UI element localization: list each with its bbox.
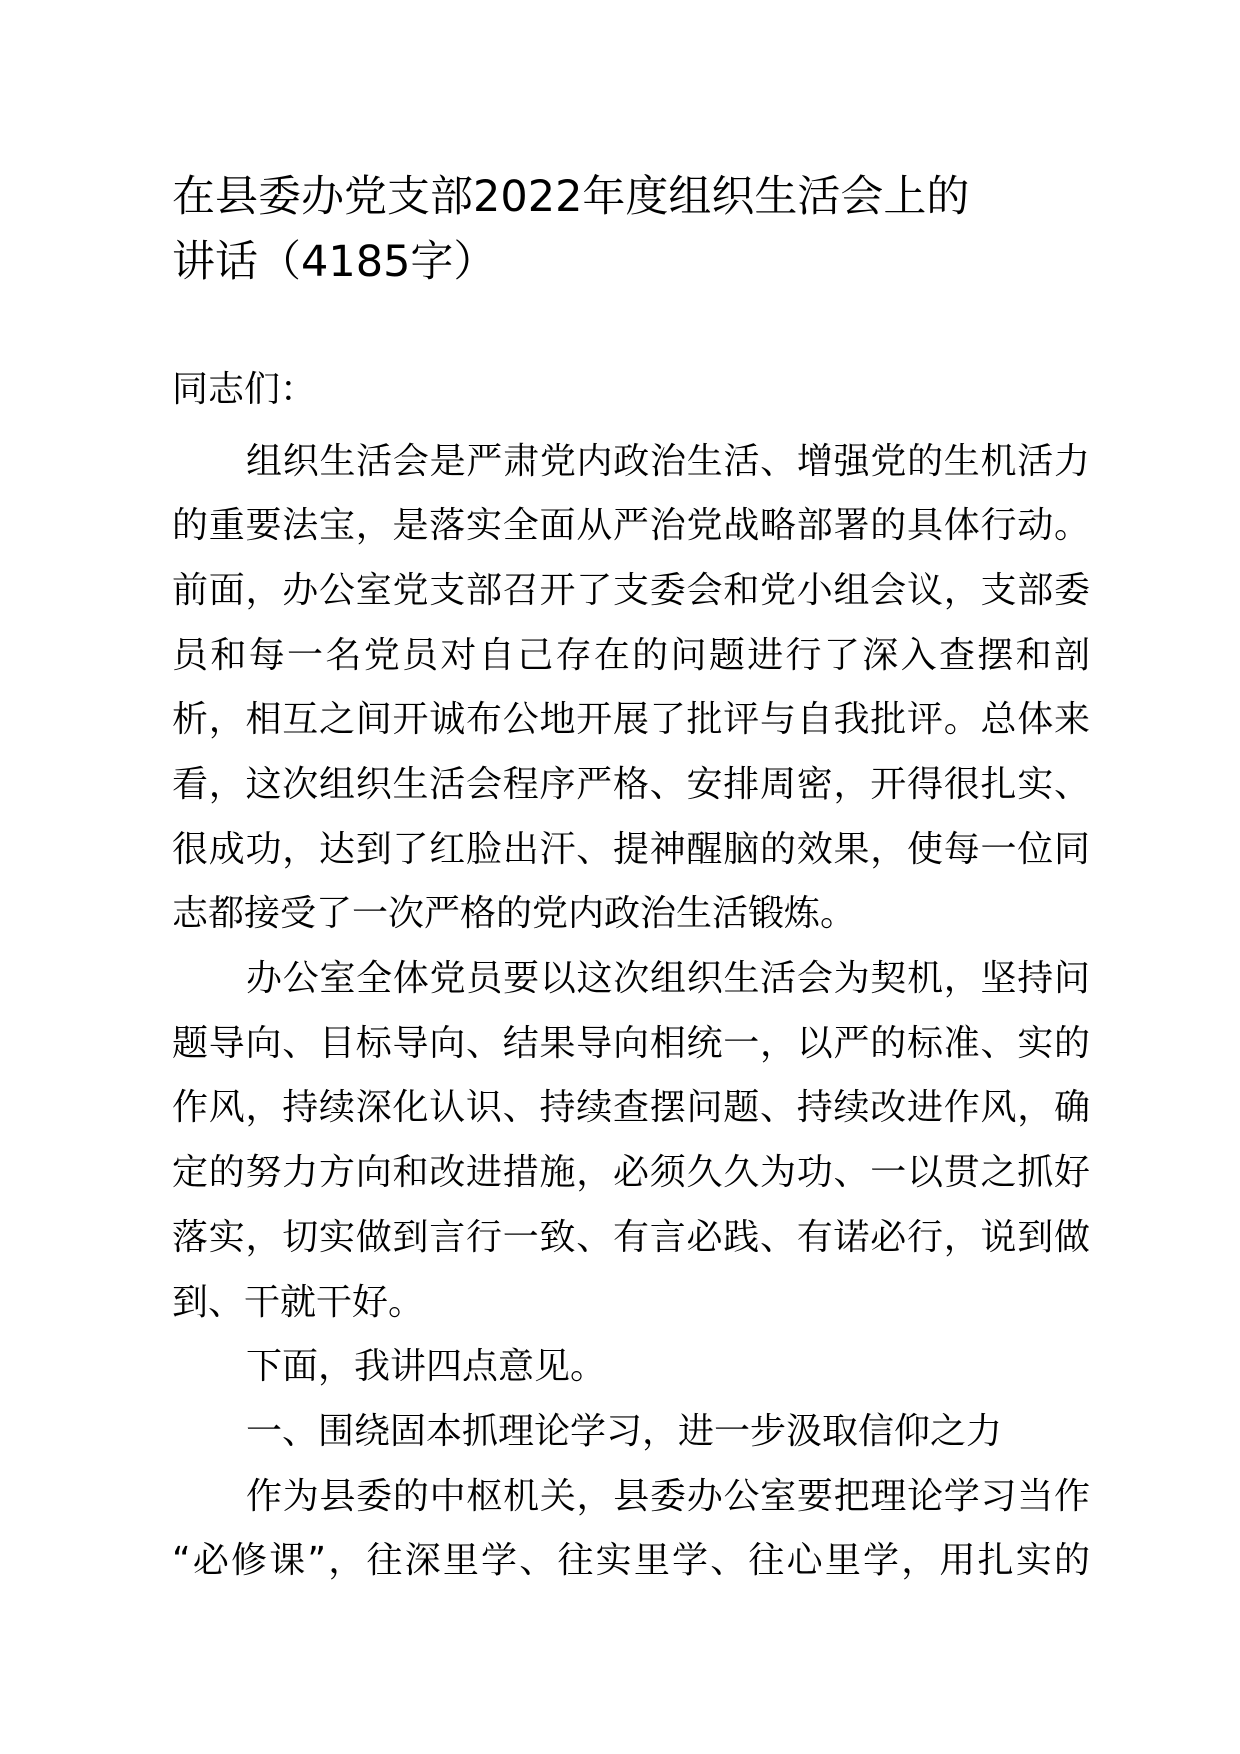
- text-line: 定的努力方向和改进措施，必须久久为功、一以贯之抓好: [172, 1152, 1090, 1194]
- title-line-2: 讲话（4185字）: [172, 237, 497, 287]
- text-line: 作为县委的中枢机关，县委办公室要把理论学习当作: [246, 1475, 1090, 1517]
- document-body: [172, 430, 1090, 1594]
- text-line: 析，相互之间开诚布公地开展了批评与自我批评。总体来: [172, 699, 1090, 741]
- text-line: 看，这次组织生活会程序严格、安排周密，开得很扎实、: [172, 764, 1090, 806]
- text-line: 题导向、目标导向、结果导向相统一，以严的标准、实的: [172, 1022, 1090, 1064]
- text-line: 下面，我讲四点意见。: [246, 1346, 607, 1388]
- text-line: 志都接受了一次严格的党内政治生活锻炼。: [172, 893, 857, 935]
- section-heading-1: [172, 1400, 1090, 1465]
- text-line: 办公室全体党员要以这次组织生活会为契机，坚持问: [246, 958, 1090, 1000]
- text-line: “必修课”，往深里学、往实里学、往心里学，用扎实的: [172, 1540, 1090, 1582]
- document-title: [172, 165, 1092, 295]
- paragraph-theory-study: [172, 1465, 1090, 1594]
- heading-line: 一、围绕固本抓理论学习，进一步汲取信仰之力: [246, 1410, 1003, 1452]
- text-line: 组织生活会是严肃党内政治生活、增强党的生机活力: [246, 440, 1090, 482]
- text-line: 到、干就干好。: [172, 1281, 425, 1323]
- greeting: 同志们：: [172, 369, 317, 410]
- text-line: 的重要法宝，是落实全面从严治党战略部署的具体行动。: [172, 505, 1090, 547]
- text-line: 前面，办公室党支部召开了支委会和党小组会议，支部委: [172, 569, 1090, 611]
- paragraph-requirements: [172, 947, 1090, 1335]
- paragraph-intro-points: [172, 1335, 1090, 1400]
- text-line: 落实，切实做到言行一致、有言必践、有诺必行，说到做: [172, 1216, 1090, 1258]
- title-line-1: 在县委办党支部2022年度组织生活会上的: [172, 172, 970, 222]
- text-line: 作风，持续深化认识、持续查摆问题、持续改进作风，确: [172, 1087, 1090, 1129]
- paragraph-opening: [172, 430, 1090, 948]
- text-line: 很成功，达到了红脸出汗、提神醒脑的效果，使每一位同: [172, 828, 1090, 870]
- text-line: 员和每一名党员对自己存在的问题进行了深入查摆和剖: [172, 634, 1090, 676]
